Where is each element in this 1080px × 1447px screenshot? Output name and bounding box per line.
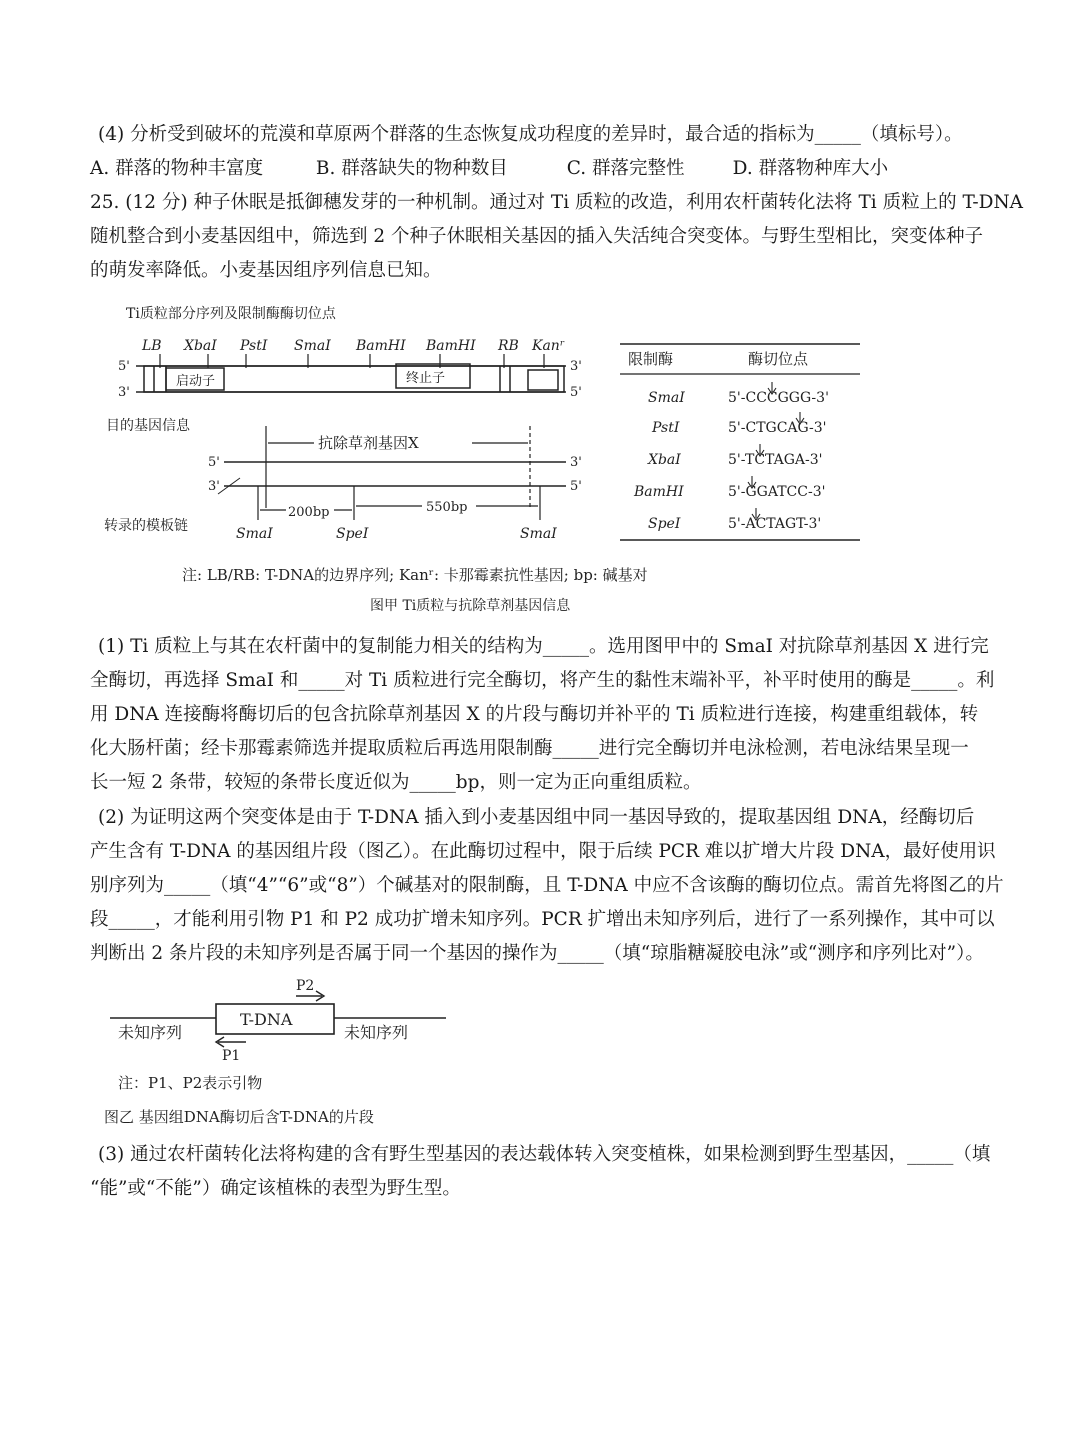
fig-yi-note: 注：P1、P2表示引物 <box>118 1074 263 1092</box>
bp200-label: 200bp <box>288 505 330 520</box>
q25-2-line: 产生含有 T-DNA 的基因组片段（图乙）。在此酶切过程中，限于后续 PCR 难以扩增大片段 DNA，最好使用识 <box>90 841 996 862</box>
site-sma-bottom-2: SmaⅠ <box>520 526 557 542</box>
table-site: 5'-CCCGGG-3' <box>728 390 829 406</box>
table-enzyme: BamHⅠ <box>634 484 684 500</box>
q25-1-line: 化大肠杆菌；经卡那霉素筛选并提取质粒后再选用限制酶_____进行完全酶切并电泳检测，若电泳结果呈现一 <box>90 738 969 759</box>
q25-1-line: 用 DNA 连接酶将酶切后的包含抗除草剂基因 X 的片段与酶切并补平的 Ti 质粒进行连接，构建重组载体，转 <box>90 704 979 725</box>
figure-yi <box>100 972 520 1134</box>
end-3-gene: 3' <box>208 479 220 494</box>
table-site: 5'-ACTAGT-3' <box>728 516 822 532</box>
primer-p1: P1 <box>222 1048 241 1064</box>
site-bamh2: BamHⅠ <box>426 338 476 354</box>
tdna-label: T-DNA <box>240 1010 293 1029</box>
gene-x-label: 抗除草剂基因X <box>318 434 419 452</box>
site-sma-bottom-1: SmaⅠ <box>236 526 273 542</box>
end-5-top: 5' <box>118 359 130 374</box>
q25-2-line: 段_____，才能利用引物 P1 和 P2 成功扩增未知序列。PCR 扩增出未知序列后，进行了一系列操作，其中可以 <box>90 909 995 930</box>
site-rb: RB <box>498 338 519 354</box>
q25-intro-line: 随机整合到小麦基因组中，筛选到 2 个种子休眠相关基因的插入失活纯合突变体。与野生型相比，突变体种子 <box>90 226 984 247</box>
bp550-label: 550bp <box>426 500 468 515</box>
table-site: 5'-GGATCC-3' <box>728 484 826 500</box>
site-kan: Kanʳ <box>532 338 565 354</box>
q25-3-line: “能”或“不能”）确定该植株的表型为野生型。 <box>90 1178 461 1199</box>
option-c: C. 群落完整性 <box>566 158 685 179</box>
unknown-seq-right: 未知序列 <box>344 1023 409 1042</box>
q25-intro-line: 的萌发率降低。小麦基因组序列信息已知。 <box>90 260 442 281</box>
table-head-site: 酶切位点 <box>748 350 809 368</box>
q25-1-line: 长一短 2 条带，较短的条带长度近似为_____bp，则一定为正向重组质粒。 <box>90 772 702 793</box>
terminator-label: 终止子 <box>406 371 446 386</box>
target-gene-label: 目的基因信息 <box>106 418 190 434</box>
q25-1-line: (1) Ti 质粒上与其在农杆菌中的复制能力相关的结构为_____。选用图甲中的 SmaI 对抗除草剂基因 X 进行完 <box>98 636 989 657</box>
end-3-right: 3' <box>570 359 582 374</box>
site-xba: XbaⅠ <box>184 338 217 354</box>
fig-jia-note: 注: LB/RB: T-DNA的边界序列; Kanʳ: 卡那霉素抗性基因; bp: 碱基对 <box>182 566 648 584</box>
q24-4-options <box>90 154 888 184</box>
site-lb: LB <box>142 338 162 354</box>
template-strand-label: 转录的模板链 <box>104 518 188 534</box>
option-a: A. 群落的物种丰富度 <box>90 158 264 179</box>
q25-1-line: 全酶切，再选择 SmaI 和_____对 Ti 质粒进行完全酶切，将产生的黏性末端补平，补平时使用的酶是_____。利 <box>90 670 995 691</box>
site-bamh1: BamHⅠ <box>356 338 406 354</box>
q25-2-line: 别序列为_____（填“4”“6”或“8”）个碱基对的限制酶，且 T-DNA 中应不含该酶的酶切位点。需首先将图乙的片 <box>90 875 1004 896</box>
site-sma: SmaⅠ <box>294 338 331 354</box>
site-pst: PstⅠ <box>240 338 268 354</box>
table-site: 5'-CTGCAG-3' <box>728 420 827 436</box>
option-b: B. 群落缺失的物种数目 <box>315 158 508 179</box>
table-enzyme: XbaⅠ <box>648 452 681 468</box>
end-5-gene-right: 5' <box>570 479 582 494</box>
q24-4-stem: (4) 分析受到破坏的荒漠和草原两个群落的生态恢复成功程度的差异时，最合适的指标为_____（填标号）。 <box>98 124 963 145</box>
end-5-gene: 5' <box>208 455 220 470</box>
end-5-right: 5' <box>570 385 582 400</box>
fig-jia-caption: 图甲 Ti质粒与抗除草剂基因信息 <box>370 598 571 614</box>
table-head-enzyme: 限制酶 <box>628 350 674 368</box>
primer-p2: P2 <box>296 978 315 994</box>
table-site: 5'-TCTAGA-3' <box>728 452 823 468</box>
figure-jia <box>100 298 880 623</box>
fig-jia-header: Ti质粒部分序列及限制酶酶切位点 <box>126 306 336 322</box>
q25-2-line: (2) 为证明这两个突变体是由于 T-DNA 插入到小麦基因组中同一基因导致的，提取基因组 DNA，经酶切后 <box>98 807 975 828</box>
end-3-top: 3' <box>118 385 130 400</box>
table-enzyme: PstⅠ <box>652 420 680 436</box>
q25-3-line: (3) 通过农杆菌转化法将构建的含有野生型基因的表达载体转入突变植株，如果检测到野生型基因，_____（填 <box>98 1144 991 1165</box>
table-enzyme: SmaⅠ <box>648 390 685 406</box>
promoter-label: 启动子 <box>176 374 216 389</box>
q25-2-line: 判断出 2 条片段的未知序列是否属于同一个基因的操作为_____（填“琼脂糖凝胶电泳”或“测序和序列比对”）。 <box>90 943 984 964</box>
option-d: D. 群落物种库大小 <box>732 158 889 179</box>
q25-intro-line: 25. (12 分) 种子休眠是抵御穗发芽的一种机制。通过对 Ti 质粒的改造，利用农杆菌转化法将 Ti 质粒上的 T-DNA <box>90 192 1024 213</box>
site-spe-bottom: SpeⅠ <box>336 526 369 542</box>
table-enzyme: SpeⅠ <box>648 516 681 532</box>
unknown-seq-left: 未知序列 <box>118 1023 183 1042</box>
end-3-gene-right: 3' <box>570 455 582 470</box>
fig-yi-caption: 图乙 基因组DNA酶切后含T-DNA的片段 <box>104 1108 374 1126</box>
